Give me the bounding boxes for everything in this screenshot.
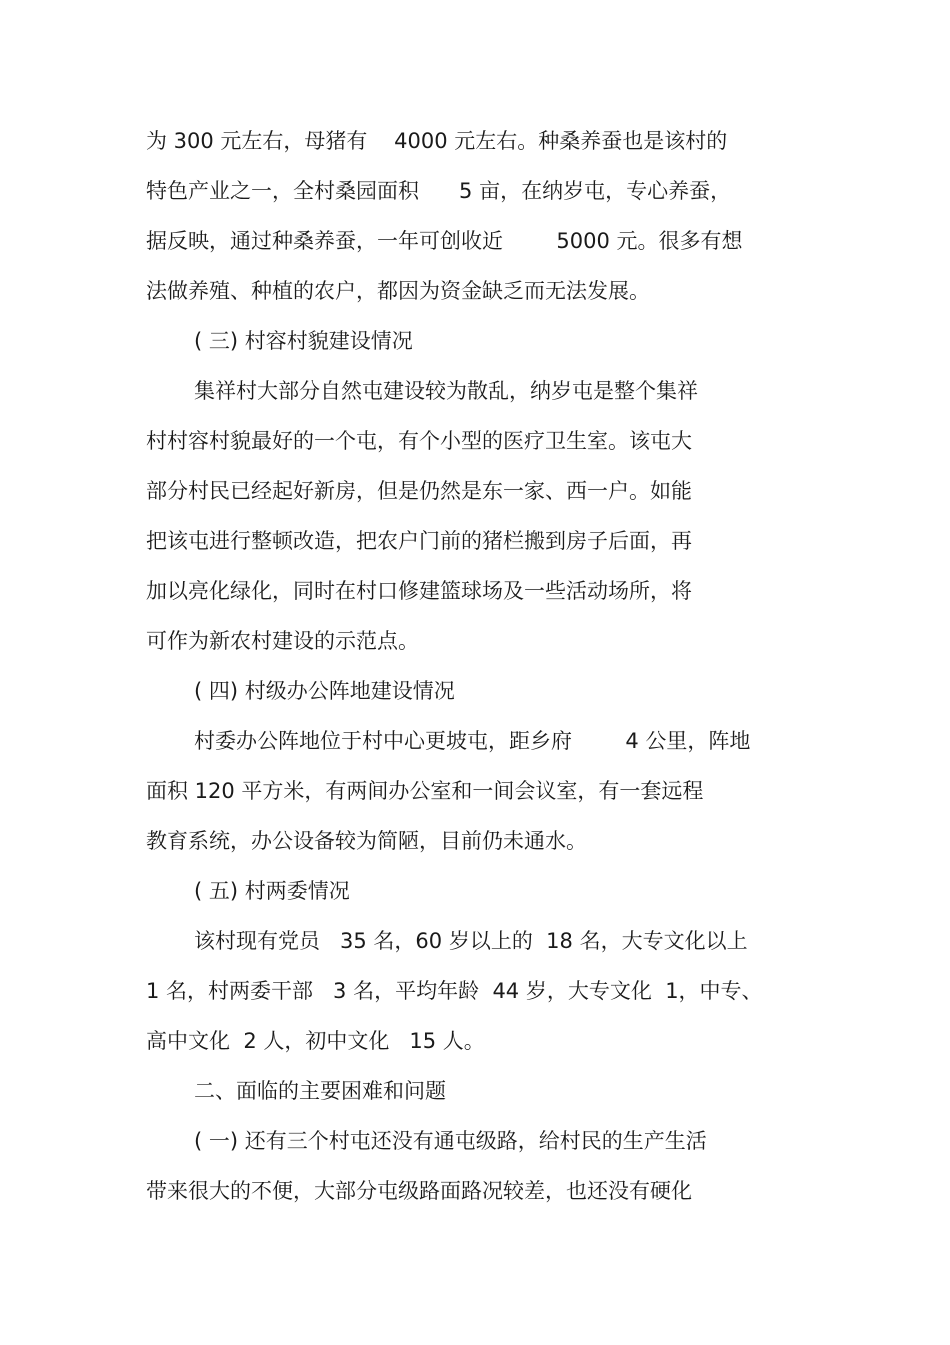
text-line: 把该屯进行整顿改造，把农户门前的猪栏搬到房子后面，再 [146, 529, 692, 553]
text-line: 集祥村大部分自然屯建设较为散乱，纳岁屯是整个集祥 [194, 379, 698, 403]
text-line: ( 一) 还有三个村屯还没有通屯级路，给村民的生产生活 [194, 1129, 707, 1153]
section-heading: ( 三) 村容村貌建设情况 [194, 329, 413, 353]
text-line: 村村容村貌最好的一个屯，有个小型的医疗卫生室。该屯大 [146, 429, 692, 453]
text-line: 加以亮化绿化，同时在村口修建篮球场及一些活动场所，将 [146, 579, 692, 603]
text-line: 村委办公阵地位于村中心更坡屯，距乡府 4 公里，阵地 [194, 729, 751, 753]
text-line: 可作为新农村建设的示范点。 [146, 629, 419, 653]
text-line: 为 300 元左右，母猪有 4000 元左右。种桑养蚕也是该村的 [146, 129, 728, 153]
text-line: 该村现有党员 35 名，60 岁以上的 18 名，大专文化以上 [194, 929, 748, 953]
section-heading: 二、面临的主要困难和问题 [194, 1079, 446, 1103]
text-line: 教育系统，办公设备较为简陋，目前仍未通水。 [146, 829, 587, 853]
text-line: 特色产业之一，全村桑园面积 5 亩，在纳岁屯，专心养蚕， [146, 179, 732, 203]
text-line: 面积 120 平方米，有两间办公室和一间会议室，有一套远程 [146, 779, 704, 803]
text-line: 高中文化 2 人，初中文化 15 人。 [146, 1029, 485, 1053]
text-line: 据反映，通过种桑养蚕，一年可创收近 5000 元。很多有想 [146, 229, 743, 253]
section-heading: ( 五) 村两委情况 [194, 879, 350, 903]
text-line: 带来很大的不便，大部分屯级路面路况较差，也还没有硬化 [146, 1179, 692, 1203]
section-heading: ( 四) 村级办公阵地建设情况 [194, 679, 455, 703]
text-line: 部分村民已经起好新房，但是仍然是东一家、西一户。如能 [146, 479, 692, 503]
text-line: 法做养殖、种植的农户，都因为资金缺乏而无法发展。 [146, 279, 650, 303]
text-line: 1 名，村两委干部 3 名，平均年龄 44 岁，大专文化 1，中专、 [146, 979, 763, 1003]
